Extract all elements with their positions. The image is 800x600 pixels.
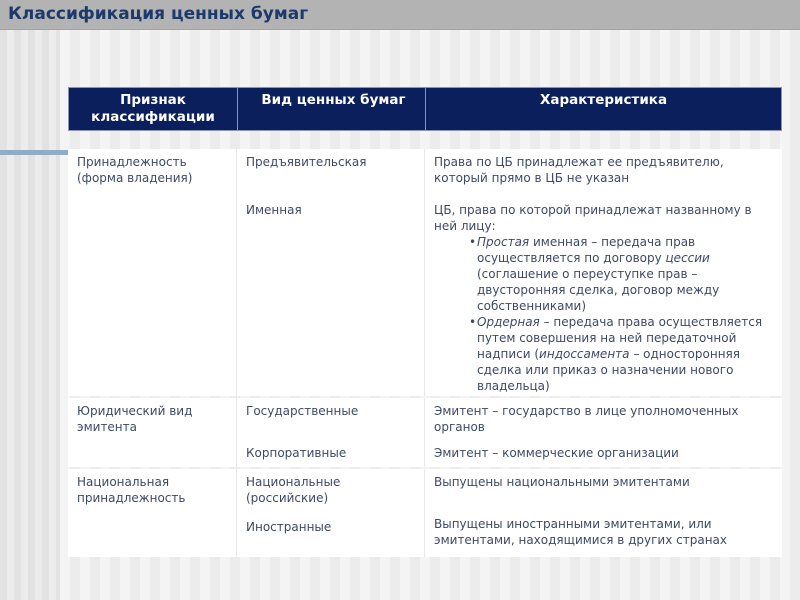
type-text: Иностранные	[246, 520, 332, 534]
bullet-text: – односторонняя сделка или приказ о назначении нового владельца)	[477, 347, 740, 393]
type-cell	[237, 469, 425, 557]
description-text: Выпущены национальными эмитентами	[434, 475, 690, 489]
table-row	[68, 469, 782, 557]
table-row	[68, 149, 782, 396]
page-title: Классификация ценных бумаг	[8, 4, 309, 24]
header-criterion: Признак классификации	[69, 88, 238, 130]
description-text: Эмитент – государство в лице уполномоченных органов	[434, 404, 739, 434]
bullet-term: цессии	[665, 251, 710, 265]
bullet-text: (соглашение о переуступке прав – двусторонняя сделка, договор между собственниками)	[477, 267, 720, 313]
title-bar	[0, 0, 800, 30]
bullet-lead: Ордерная	[477, 315, 540, 329]
type-text: Национальные (российские)	[246, 475, 341, 505]
bullet-item-order	[469, 314, 774, 394]
type-text: Именная	[246, 203, 302, 217]
header-security-type: Вид ценных бумаг	[238, 88, 426, 130]
header-characteristic: Характеристика	[539, 92, 668, 108]
description-cell	[425, 398, 782, 467]
type-text: Предъявительская	[246, 155, 367, 169]
description-cell	[425, 469, 782, 557]
bullet-text: – передача права осуществляется путем совершения на ней передаточной надписи (	[477, 315, 763, 361]
bullet-term: индоссамента	[539, 347, 630, 361]
description-text: Выпущены иностранными эмитентами, или эмитентами, находящимися в других странах	[434, 517, 728, 547]
type-text: Корпоративные	[246, 446, 347, 460]
type-cell	[237, 149, 425, 396]
bullet-item-simple	[469, 234, 774, 314]
criterion-text: Принадлежность (форма владения)	[77, 155, 193, 185]
accent-line	[0, 150, 68, 155]
left-decorative-band	[0, 29, 60, 600]
description-text: Права по ЦБ принадлежат ее предъявителю, который прямо в ЦБ не указан	[434, 155, 724, 185]
type-cell	[237, 398, 425, 467]
description-text: Эмитент – коммерческие организации	[434, 446, 679, 460]
bullet-lead: Простая	[477, 235, 530, 249]
table-header	[68, 87, 782, 131]
bullet-icon: •	[469, 235, 477, 249]
criterion-cell	[68, 398, 237, 467]
classification-table	[68, 149, 782, 559]
type-text: Государственные	[246, 404, 359, 418]
bullet-text: именная – передача прав осуществляется по договору	[477, 235, 696, 265]
description-cell	[425, 149, 782, 396]
description-text: ЦБ, права по которой принадлежат названному в ней лицу:	[434, 203, 752, 233]
criterion-text: Юридический вид эмитента	[77, 404, 193, 434]
criterion-cell	[68, 469, 237, 557]
bullet-icon: •	[469, 315, 477, 329]
criterion-cell	[68, 149, 237, 396]
table-row	[68, 398, 782, 467]
criterion-text: Национальная принадлежность	[77, 475, 186, 505]
